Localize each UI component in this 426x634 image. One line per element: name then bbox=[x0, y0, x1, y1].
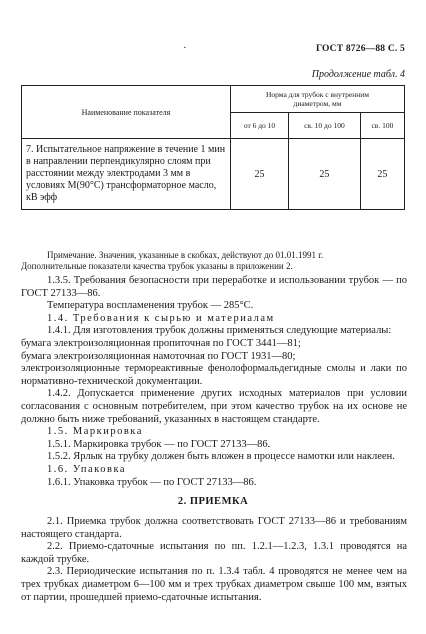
para-1-3-5: 1.3.5. Требования безопасности при переработке и использовании трубок — по ГОСТ 27133—86. bbox=[21, 275, 407, 299]
heading-1-5: 1.5. Маркировка bbox=[47, 426, 143, 438]
heading-1-6: 1.6. Упаковка bbox=[47, 463, 127, 475]
section-2-text bbox=[21, 516, 407, 604]
row-value-10-100: 25 bbox=[289, 139, 361, 210]
table-note bbox=[21, 250, 407, 272]
page-mark: · bbox=[183, 42, 187, 54]
column-header-name: Наименование показателя bbox=[22, 86, 231, 139]
para-2-2: 2.2. Приемо-сдаточные испытания по пп. 1.2.1—1.2.3, 1.3.1 проводятся на каждой трубке. bbox=[21, 541, 407, 565]
para-temperature: Температура воспламенения трубок — 285°С. bbox=[47, 300, 254, 312]
row-value-6-10: 25 bbox=[231, 139, 289, 210]
table-continuation-label: Продолжение табл. 4 bbox=[311, 69, 405, 80]
para-2-1: 2.1. Приемка трубок должна соответствовать ГОСТ 27133—86 и требованиям настоящего стандарта. bbox=[21, 516, 407, 540]
subheader-100: св. 100 bbox=[360, 113, 404, 139]
row-value-100: 25 bbox=[360, 139, 404, 210]
note-line-1: Примечание. Значения, указанные в скобках, действуют до 01.01.1991 г. bbox=[47, 250, 324, 260]
material-item-3: электроизоляционные термореактивные фенолоформальдегидные смолы и лаки по нормативно-технической документации. bbox=[21, 363, 407, 387]
para-1-5-1: 1.5.1. Маркировка трубок — по ГОСТ 27133—86. bbox=[47, 438, 271, 450]
page-header: ГОСТ 8726—88 С. 5 bbox=[315, 44, 405, 54]
specs-table bbox=[21, 85, 405, 210]
subheader-6-10: от 6 до 10 bbox=[231, 113, 289, 139]
section-2-title: 2. ПРИЕМКА bbox=[177, 496, 249, 507]
table-row bbox=[22, 139, 405, 210]
section-1-text bbox=[21, 275, 407, 489]
note-line-2: Дополнительные показатели качества трубок указаны в приложении 2. bbox=[21, 261, 293, 271]
material-item-1: бумага электроизоляционная пропиточная по ГОСТ 3441—81; bbox=[21, 337, 301, 349]
para-1-4-2: 1.4.2. Допускается применение других исходных материалов при условии согласования с основным потребителем, при этом качество трубок на их основе не должно быть ниже требований, указанных в настоящем стандарте. bbox=[21, 388, 407, 425]
para-1-6-1: 1.6.1. Упаковка трубок — по ГОСТ 27133—86. bbox=[47, 476, 257, 488]
material-item-2: бумага электроизоляционная намоточная по ГОСТ 1931—80; bbox=[21, 350, 296, 362]
para-1-4-1: 1.4.1. Для изготовления трубок должны применяться следующие материалы: bbox=[47, 325, 392, 337]
subheader-10-100: св. 10 до 100 bbox=[289, 113, 361, 139]
table-header-row bbox=[22, 86, 405, 113]
column-header-norm: Норма для трубок с внутренним диаметром, мм bbox=[231, 86, 405, 113]
heading-1-4: 1.4. Требования к сырью и материалам bbox=[47, 312, 275, 324]
para-2-3: 2.3. Периодические испытания по п. 1.3.4 табл. 4 проводятся не менее чем на трех трубках диаметром 6—100 мм и трех трубках диаметром свыше 100 мм, взятых от партии, прошедшей приемо-сдаточные испытания. bbox=[21, 566, 407, 603]
row-name: 7. Испытательное напряжение в течение 1 мин в направлении перпендикулярно слоям при расстоянии между электродами 3 мм в условиях М(90°С) трансформаторное масло, кВ эфф bbox=[22, 139, 231, 210]
para-1-5-2: 1.5.2. Ярлык на трубку должен быть вложен в процессе намотки или наклеен. bbox=[47, 451, 395, 463]
